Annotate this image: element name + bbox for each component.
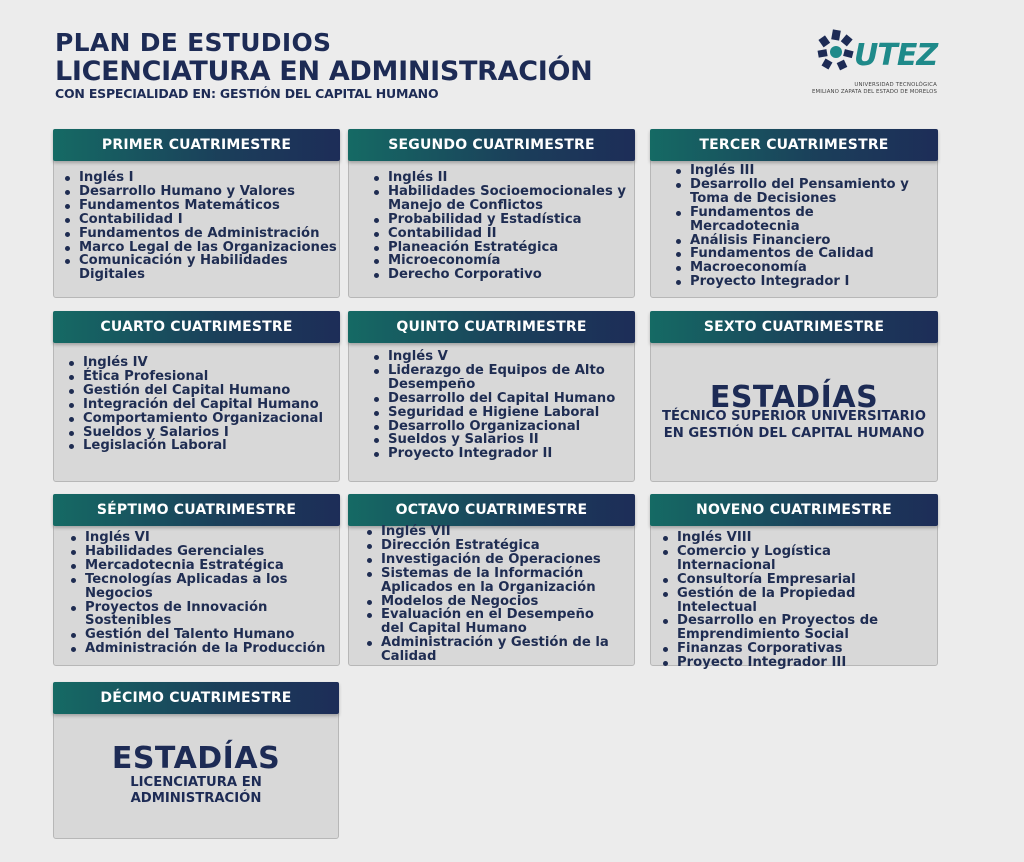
semester-card-6 xyxy=(650,311,938,482)
subject-item: Proyecto Integrador I xyxy=(674,275,909,289)
semester-card-3 xyxy=(650,129,938,298)
subject-item: Sueldos y Salarios I xyxy=(67,426,339,440)
subject-item: Contabilidad I xyxy=(63,213,339,227)
subject-item: Fundamentos de Mercadotecnia xyxy=(674,206,834,234)
subject-item: Proyectos de Innovación Sostenibles xyxy=(69,601,299,629)
plan-title: PLAN DE ESTUDIOS xyxy=(55,28,332,57)
semester-title: SEGUNDO CUATRIMESTRE xyxy=(348,129,635,161)
subject-item: Sistemas de la Información Aplicados en la Organización xyxy=(365,567,605,595)
utez-logo xyxy=(812,28,937,100)
subject-item: Administración de la Producción xyxy=(69,642,339,656)
semester-card-8 xyxy=(348,494,635,666)
subject-item: Desarrollo Humano y Valores xyxy=(63,185,339,199)
semester-card-10 xyxy=(53,682,339,839)
estadias-line-2: EN GESTIÓN DEL CAPITAL HUMANO xyxy=(663,426,925,441)
subject-item: Contabilidad II xyxy=(372,227,634,241)
logo-subtitle-1: UNIVERSIDAD TECNOLÓGICA xyxy=(854,82,937,88)
subject-item: Fundamentos de Administración xyxy=(63,227,339,241)
subject-item: Fundamentos Matemáticos xyxy=(63,199,339,213)
logo-subtitle-2: EMILIANO ZAPATA DEL ESTADO DE MORELOS xyxy=(812,89,938,95)
subject-item: Inglés III xyxy=(674,164,909,178)
subject-item: Evaluación en el Desempeño del Capital Humano xyxy=(365,608,615,636)
subject-item: Planeación Estratégica xyxy=(372,241,634,255)
subject-item: Modelos de Negocios xyxy=(365,595,634,609)
semester-title: NOVENO CUATRIMESTRE xyxy=(650,494,938,526)
semester-title: CUARTO CUATRIMESTRE xyxy=(53,311,340,343)
subject-list xyxy=(674,164,909,289)
subject-item: Legislación Laboral xyxy=(67,439,339,453)
semester-title: PRIMER CUATRIMESTRE xyxy=(53,129,340,161)
subject-item: Gestión del Talento Humano xyxy=(69,628,339,642)
subject-item: Comportamiento Organizacional xyxy=(67,412,339,426)
subject-item: Gestión del Capital Humano xyxy=(67,384,339,398)
subject-item: Probabilidad y Estadística xyxy=(372,213,634,227)
semester-title: SÉPTIMO CUATRIMESTRE xyxy=(53,494,340,526)
subject-item: Comunicación y Habilidades Digitales xyxy=(63,254,303,282)
estadias-heading: ESTADÍAS xyxy=(111,741,281,776)
subject-list xyxy=(372,350,634,461)
subject-item: Habilidades Socioemocionales y Manejo de Conflictos xyxy=(372,185,634,213)
subject-item: Fundamentos de Calidad xyxy=(674,247,909,261)
subject-item: Integración del Capital Humano xyxy=(67,398,339,412)
subject-item: Habilidades Gerenciales xyxy=(69,545,339,559)
semester-title: SEXTO CUATRIMESTRE xyxy=(650,311,938,343)
degree-title: LICENCIATURA EN ADMINISTRACIÓN xyxy=(55,56,593,87)
subject-item: Marco Legal de las Organizaciones xyxy=(63,241,339,255)
subject-item: Macroeconomía xyxy=(674,261,909,275)
subject-list xyxy=(365,525,634,664)
subject-item: Inglés V xyxy=(372,350,634,364)
semester-card-2 xyxy=(348,129,635,298)
estadias-line-2: ADMINISTRACIÓN xyxy=(130,791,262,806)
logo-emblem-icon xyxy=(816,28,856,74)
subject-item: Dirección Estratégica xyxy=(365,539,634,553)
subject-item: Consultoría Empresarial xyxy=(661,573,937,587)
subject-item: Desarrollo en Proyectos de Emprendimiento Social xyxy=(661,614,891,642)
estadias-heading: ESTADÍAS xyxy=(709,380,879,415)
semester-card-9 xyxy=(650,494,938,671)
subject-item: Inglés VI xyxy=(69,531,339,545)
semester-title: DÉCIMO CUATRIMESTRE xyxy=(53,682,339,714)
semester-card-7 xyxy=(53,494,340,666)
subject-item: Ética Profesional xyxy=(67,370,339,384)
subject-item: Finanzas Corporativas xyxy=(661,642,937,656)
subject-item: Desarrollo Organizacional xyxy=(372,420,634,434)
subject-item: Tecnologías Aplicadas a los Negocios xyxy=(69,573,299,601)
subject-item: Proyecto Integrador II xyxy=(372,447,634,461)
subject-item: Sueldos y Salarios II xyxy=(372,433,634,447)
subject-item: Microeconomía xyxy=(372,254,634,268)
semester-title: TERCER CUATRIMESTRE xyxy=(650,129,938,161)
subject-item: Inglés VIII xyxy=(661,531,937,545)
estadias-line-1: LICENCIATURA EN xyxy=(130,775,262,790)
subject-item: Inglés II xyxy=(372,171,634,185)
semester-card-4 xyxy=(53,311,340,482)
subject-item: Mercadotecnia Estratégica xyxy=(69,559,339,573)
semester-card-1 xyxy=(53,129,340,298)
subject-item: Administración y Gestión de la Calidad xyxy=(365,636,610,664)
subject-item: Inglés IV xyxy=(67,356,339,370)
subject-item: Desarrollo del Capital Humano xyxy=(372,392,634,406)
subject-item: Liderazgo de Equipos de Alto Desempeño xyxy=(372,364,612,392)
subject-item: Investigación de Operaciones xyxy=(365,553,634,567)
subject-list xyxy=(63,171,339,282)
subject-item: Análisis Financiero xyxy=(674,234,909,248)
subject-item: Derecho Corporativo xyxy=(372,268,634,282)
subject-item: Inglés VII xyxy=(365,525,634,539)
subject-item: Seguridad e Higiene Laboral xyxy=(372,406,634,420)
subject-item: Inglés I xyxy=(63,171,339,185)
subject-item: Comercio y Logística Internacional xyxy=(661,545,836,573)
subject-list xyxy=(372,171,634,282)
logo-wordmark: UTEZ xyxy=(854,38,938,73)
semester-card-5 xyxy=(348,311,635,482)
subject-list xyxy=(69,531,339,656)
subject-item: Proyecto Integrador III xyxy=(661,656,937,670)
subject-item: Gestión de la Propiedad Intelectual xyxy=(661,587,937,615)
specialty-subtitle: CON ESPECIALIDAD EN: GESTIÓN DEL CAPITAL HUMANO xyxy=(55,86,439,101)
subject-item: Desarrollo del Pensamiento y Toma de Decisiones xyxy=(674,178,909,206)
estadias-line-1: TÉCNICO SUPERIOR UNIVERSITARIO xyxy=(662,409,926,424)
subject-list xyxy=(67,356,339,453)
subject-list xyxy=(661,531,937,670)
semester-title: QUINTO CUATRIMESTRE xyxy=(348,311,635,343)
semester-title: OCTAVO CUATRIMESTRE xyxy=(348,494,635,526)
page-header xyxy=(55,28,592,101)
